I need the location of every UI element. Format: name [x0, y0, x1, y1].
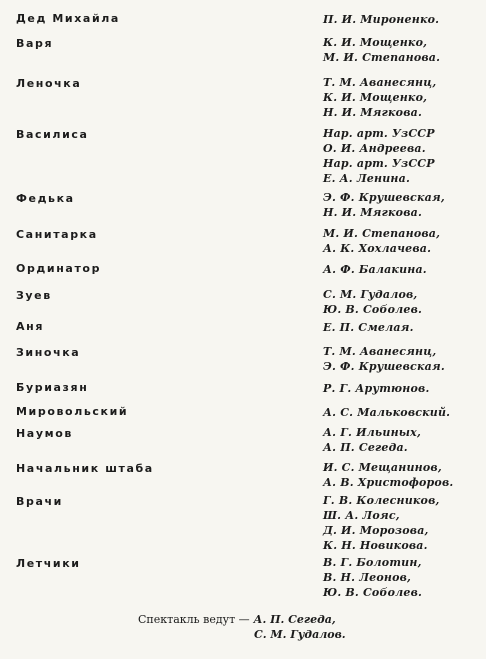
role-name: Летчики	[16, 557, 81, 570]
actor-name: К. Н. Новикова.	[323, 539, 428, 552]
actor-name: П. И. Мироненко.	[323, 13, 440, 26]
role-name: Леночка	[16, 77, 82, 90]
actor-name: А. С. Мальковский.	[323, 406, 451, 419]
role-name: Аня	[16, 320, 44, 333]
actor-name: Э. Ф. Крушевская,	[323, 191, 445, 204]
actor-list	[323, 35, 440, 65]
actor-name: А. В. Христофоров.	[323, 476, 454, 489]
actor-list	[323, 226, 440, 256]
actor-name: М. И. Степанова,	[323, 227, 441, 240]
actor-list	[323, 460, 453, 490]
actor-name: О. И. Андреева.	[323, 142, 426, 155]
actor-list	[323, 381, 429, 396]
role-name: Дед Михайла	[16, 12, 120, 25]
role-name: Василиса	[16, 128, 89, 141]
actor-name: К. И. Мощенко,	[323, 36, 428, 49]
actor-name: М. И. Степанова.	[323, 51, 441, 64]
actor-name: Ш. А. Лояс,	[323, 509, 400, 522]
actor-list	[323, 287, 422, 317]
stage-managers-line-1	[138, 612, 336, 627]
actor-list	[323, 405, 450, 420]
stage-manager-name: А. П. Сегеда,	[253, 613, 336, 626]
role-name: Зиночка	[16, 346, 81, 359]
actor-name: Н. И. Мягкова.	[323, 106, 422, 119]
role-name: Врачи	[16, 495, 63, 508]
actor-name: Е. А. Ленина.	[323, 172, 410, 185]
role-name: Санитарка	[16, 228, 98, 241]
role-name: Зуев	[16, 289, 52, 302]
actor-name: Нар. арт. УзССР	[323, 157, 435, 170]
actor-list	[323, 75, 436, 120]
actor-list	[323, 126, 435, 186]
actor-list	[323, 493, 440, 553]
actor-list	[323, 12, 439, 27]
actor-name: В. Н. Леонов,	[323, 571, 412, 584]
actor-name: А. П. Сегеда.	[323, 441, 408, 454]
actor-list	[323, 555, 422, 600]
actor-name: А. Ф. Балакина.	[323, 263, 427, 276]
actor-name: Э. Ф. Крушевская.	[323, 360, 445, 373]
actor-name: С. М. Гудалов,	[323, 288, 418, 301]
actor-name: Е. П. Смелая.	[323, 321, 414, 334]
actor-name: Г. В. Колесников,	[323, 494, 440, 507]
stage-manager-name: С. М. Гудалов.	[254, 628, 346, 641]
actor-list	[323, 344, 445, 374]
actor-name: А. К. Хохлачева.	[323, 242, 432, 255]
actor-list	[323, 190, 445, 220]
actor-name: И. С. Мещанинов,	[323, 461, 442, 474]
actor-list	[323, 425, 421, 455]
actor-name: Н. И. Мягкова.	[323, 206, 422, 219]
role-name: Начальник штаба	[16, 462, 154, 475]
actor-name: А. Г. Ильиных,	[323, 426, 421, 439]
actor-name: К. И. Мощенко,	[323, 91, 428, 104]
stage-managers-label: Спектакль ведут —	[138, 613, 250, 626]
role-name: Буриазян	[16, 381, 89, 394]
actor-name: Т. М. Аванесянц,	[323, 345, 437, 358]
role-name: Федька	[16, 192, 75, 205]
stage-managers-line-2	[254, 627, 346, 642]
role-name: Ординатор	[16, 262, 102, 275]
actor-name: В. Г. Болотин,	[323, 556, 422, 569]
role-name: Варя	[16, 37, 54, 50]
actor-list	[323, 320, 414, 335]
actor-name: Д. И. Морозова,	[323, 524, 429, 537]
actor-name: Р. Г. Арутюнов.	[323, 382, 430, 395]
actor-name: Нар. арт. УзССР	[323, 127, 435, 140]
actor-list	[323, 262, 427, 277]
role-name: Мировольский	[16, 405, 129, 418]
role-name: Наумов	[16, 427, 73, 440]
actor-name: Ю. В. Соболев.	[323, 303, 423, 316]
actor-name: Ю. В. Соболев.	[323, 586, 423, 599]
actor-name: Т. М. Аванесянц,	[323, 76, 437, 89]
